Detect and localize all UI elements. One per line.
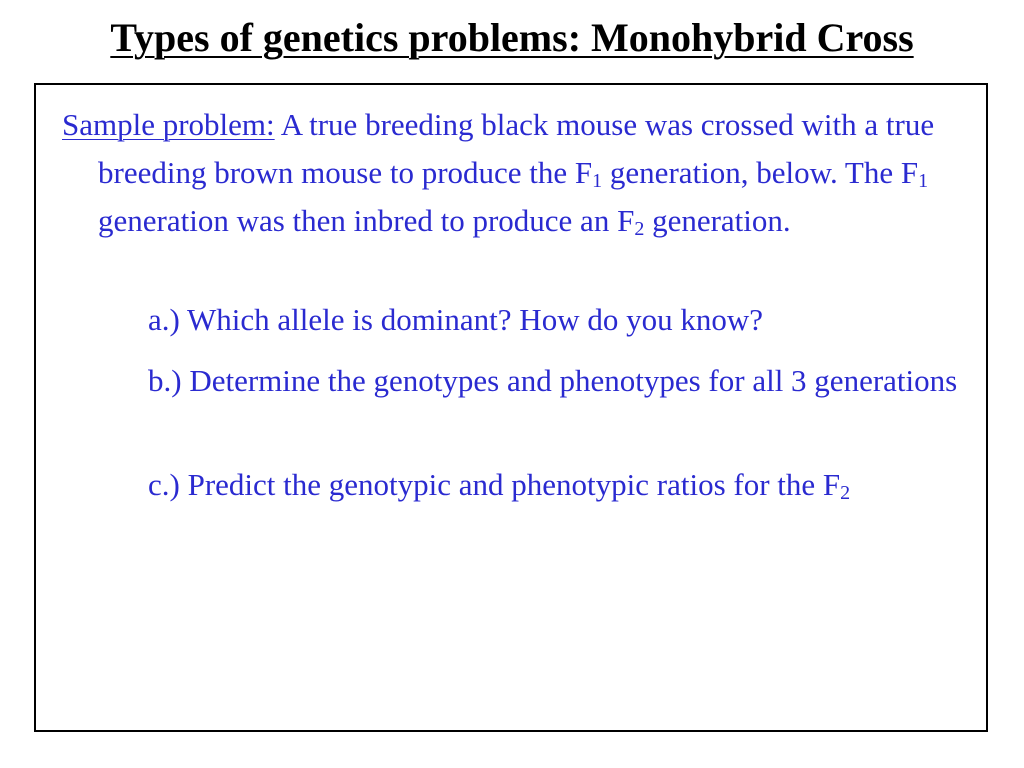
problem-text-part-3: generation was then inbred to produce an F [98, 203, 635, 238]
question-c-text: c.) Predict the genotypic and phenotypic ratios for the F [148, 467, 841, 502]
f2-subscript: 2 [840, 482, 851, 504]
sample-problem-paragraph [62, 101, 998, 245]
f2-subscript: 2 [634, 218, 645, 240]
f1-subscript: 1 [918, 170, 929, 192]
problem-text-part-2: generation, below. The F [602, 155, 919, 190]
sample-problem-label: Sample problem: [62, 107, 275, 142]
slide-title: Types of genetics problems: Monohybrid Cross [110, 15, 914, 60]
content-box [34, 83, 988, 732]
question-a-text: a.) Which allele is dominant? How do you know? [148, 302, 763, 337]
problem-text-part-1: A true breeding black mouse was crossed with a true breeding brown mouse to produce the F [98, 107, 935, 190]
question-b [148, 357, 1020, 405]
problem-text-part-4: generation. [644, 203, 791, 238]
question-b-text: b.) Determine the genotypes and phenotypes for all 3 generations [148, 363, 958, 398]
question-a [148, 296, 1020, 344]
f1-subscript: 1 [592, 170, 603, 192]
question-c [148, 461, 1020, 509]
